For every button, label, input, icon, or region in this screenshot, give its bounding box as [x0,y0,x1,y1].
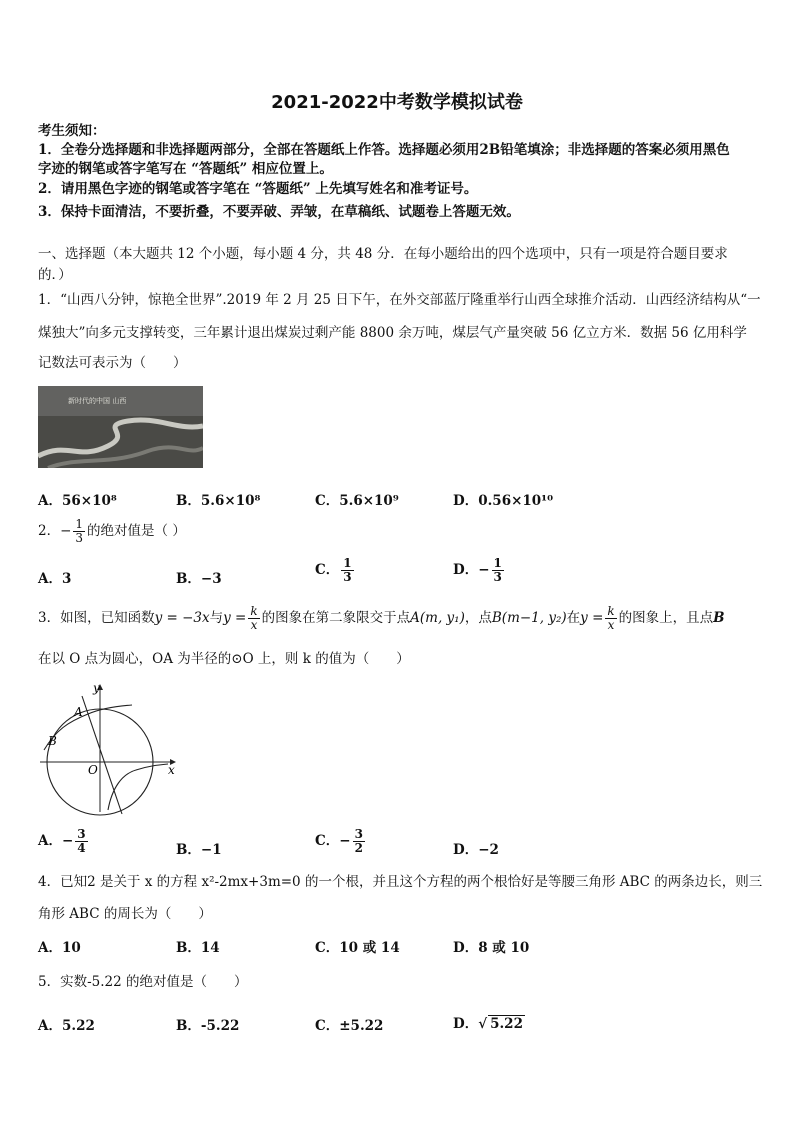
section-heading-line-2: 的．） [38,267,72,283]
label-o: O [88,763,98,777]
q3-func-y: y = [223,610,247,626]
q2-fraction [73,518,85,545]
q3-text-e: 的图象在第二象限交于点 [261,610,411,626]
q1-option-d: D．0.56×10¹⁰ [453,493,554,509]
q2-option-c-den: 3 [343,570,352,584]
q1-line-2: 煤独大”向多元支撑转变，三年累计退出煤炭过剩产能 8800 余万吨，煤层气产量突破 56 亿立方米．数据 56 亿用科学 [38,325,747,341]
hyperbola-branch-2 [44,705,132,750]
q2-option-d-num: 1 [493,556,502,570]
q1-option-b: B．5.6×10⁸ [176,493,261,509]
q2-option-c-num: 1 [343,556,352,570]
label-a: A [74,705,83,719]
q2-option-b: B．−3 [176,571,222,587]
q1-option-a: A．56×10⁸ [38,493,117,509]
q3-option-c-den: 2 [354,841,363,855]
notice-line-3: 3．保持卡面清洁，不要折叠，不要弄破、弄皱，在草稿纸、试题卷上答题无效。 [38,204,520,220]
q2-option-c-label: C． [315,562,340,578]
q3-func-y2: y = [580,610,604,626]
section-heading-line-1: 一、选择题（本大题共 12 个小题，每小题 4 分，共 48 分．在每小题给出的四个选项中，只有一项是符合题目要求 [38,246,728,262]
q2-option-a: A．3 [38,571,72,587]
q3-option-b: B．−1 [176,842,222,858]
q3-figure [36,678,186,818]
q2-fraction-den: 3 [75,531,84,545]
q5-stem: 5．实数-5.22 的绝对值是（ ） [38,974,248,990]
q5-option-c: C．±5.22 [315,1018,384,1034]
q3-option-c [315,828,367,855]
sqrt-icon: √ [478,1016,488,1032]
q3-text-c: 与 [209,610,224,626]
notice-line-2: 2．请用黑色字迹的钢笔或答字笔在 “答题纸” 上先填写姓名和准考证号。 [38,181,478,197]
q5-option-d [453,1012,525,1032]
q2-fraction-num: 1 [75,517,84,531]
q2-prefix: 2．− [38,523,72,539]
q3-frac-x: x [250,618,258,632]
q1-line-1: 1．“山西八分钟，惊艳全世界”.2019 年 2 月 25 日下午，在外交部蓝厅隆重举行山西全球推介活动．山西经济结构从“一 [38,292,761,308]
label-y: y [93,681,100,695]
q3-option-c-num: 3 [354,827,363,841]
q1-photo [38,386,203,468]
q3-option-a-num: 3 [77,827,86,841]
q4-option-b: B．14 [176,940,220,956]
label-b: B [48,734,57,748]
q3-frac2-k: k [607,604,615,618]
q3-point-a: A(m, y₁) [410,610,465,626]
q2-option-d [453,557,506,584]
q1-option-c: C．5.6×10⁹ [315,493,399,509]
q3-frac2-x: x [607,618,615,632]
q3-option-a-label: A．− [38,833,74,849]
q3-option-c-label: C．− [315,833,351,849]
q4-option-a: A．10 [38,940,81,956]
q2-stem [38,518,186,545]
notice-line-1b: 字迹的钢笔或答字笔写在 “答题纸” 相应位置上。 [38,161,333,177]
q5-option-b: B．-5.22 [176,1018,240,1034]
q3-frac-k: k [250,604,258,618]
q5-option-d-radicand: 5.22 [490,1016,523,1032]
river-photo-image [38,386,203,468]
q2-suffix: 的绝对值是（ ） [87,523,186,539]
q4-option-d: D．8 或 10 [453,940,530,956]
q3-text-i: 的图象上，且点 [618,610,714,626]
q3-option-d: D．−2 [453,842,499,858]
q3-option-a [38,828,90,855]
photo-caption: 新时代的中国 山西 [68,397,127,405]
page-title: 2021-2022中考数学模拟试卷 [271,92,523,113]
q3-text-a: 3．如图，已知函数 [38,610,155,626]
q1-line-3: 记数法可表示为（ ） [38,355,187,371]
q4-line-1: 4．已知2 是关于 x 的方程 x²-2mx+3m=0 的一个根，并且这个方程的两个根恰好是等腰三角形 ABC 的两条边长，则三 [38,874,763,890]
q3-text-g: 在 [566,610,581,626]
q2-option-d-den: 3 [493,570,502,584]
q3-line-2: 在以 O 点为圆心，OA 为半径的⊙O 上，则 k 的值为（ ） [38,651,410,667]
q5-option-a: A．5.22 [38,1018,95,1034]
label-x: x [168,763,175,777]
q3-option-a-den: 4 [77,841,86,855]
q3-text-f: ，点 [464,610,492,626]
notice-heading: 考生须知： [38,123,106,139]
hyperbola-branch-4 [108,764,168,810]
q2-option-d-label: D．− [453,562,490,578]
q4-line-2: 角形 ABC 的周长为（ ） [38,906,212,922]
q2-option-c [315,557,356,584]
notice-line-1a: 1．全卷分选择题和非选择题两部分，全部在答题纸上作答。选择题必须用2B铅笔填涂；非选择题的答案必须用黑色 [38,142,730,158]
q4-option-c: C．10 或 14 [315,940,400,956]
q3-line-1 [38,605,725,632]
q3-text-j: B [713,610,725,626]
q3-point-b: B(m−1, y₂) [491,610,567,626]
q5-option-d-label: D． [453,1016,479,1032]
q3-func-linear: y = −3x [154,610,210,626]
